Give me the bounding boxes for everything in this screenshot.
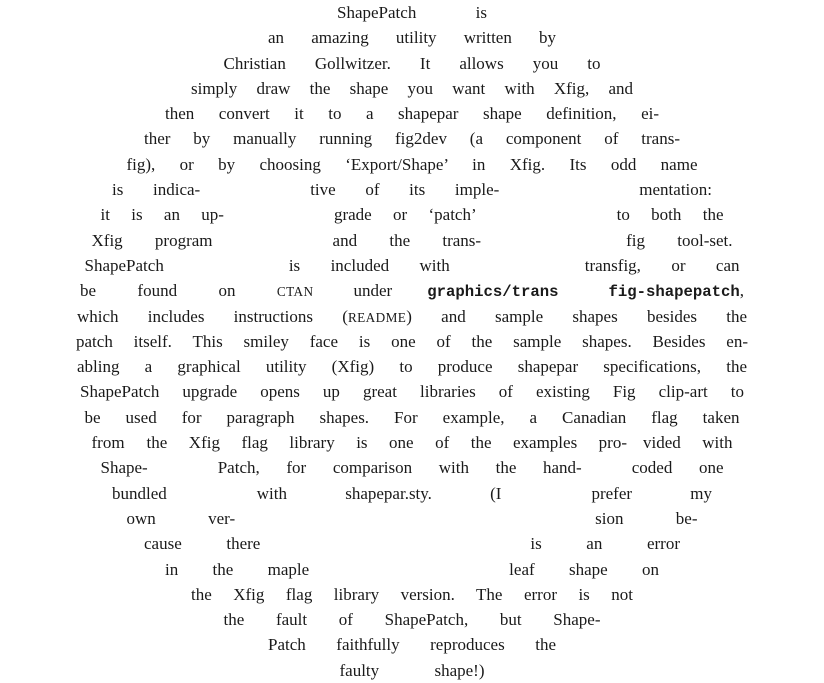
shape-gap <box>224 219 334 220</box>
text-run: mentation: <box>639 180 712 200</box>
text-run: be found on <box>80 281 277 301</box>
shape-gap <box>477 219 617 220</box>
text-line <box>92 430 733 455</box>
shape-gap <box>235 523 595 524</box>
text-run-mono: graphics/trans <box>427 283 559 302</box>
text-run: Patch faithfully reproduces the <box>268 635 556 655</box>
text-run: abling a graphical utility (Xfig) to produce shapepar specifications, the <box>77 357 747 377</box>
text-line <box>92 228 733 253</box>
text-line <box>85 405 740 430</box>
text-run: fig), or by choosing ‘Export/Shape’ in Xfig. Its odd name <box>126 154 698 174</box>
text-run-smallcaps: CTAN <box>276 284 314 300</box>
text-line <box>101 202 724 227</box>
text-run: ) and sample shapes besides the <box>406 306 747 326</box>
text-run: is included with <box>288 255 450 275</box>
text-run: simply draw the shape you want with Xfig, and <box>191 78 633 98</box>
text-line <box>224 607 601 632</box>
text-run: coded one <box>631 458 724 478</box>
text-line <box>224 51 601 76</box>
text-run: the Xfig flag library version. The error is not <box>191 584 633 604</box>
text-line <box>112 177 712 202</box>
shape-gap <box>148 472 218 473</box>
text-line <box>127 152 698 177</box>
text-run: own ver- <box>126 508 236 528</box>
text-line <box>191 76 633 101</box>
shape-gap <box>313 295 353 296</box>
shape-gap <box>167 498 257 499</box>
shape-gap <box>200 194 310 195</box>
text-run: with shapepar.sty. (I <box>256 483 502 503</box>
text-line <box>191 582 633 607</box>
text-run: to both the <box>616 205 724 225</box>
text-run: vided with <box>643 433 733 453</box>
text-run: sion be- <box>595 508 698 528</box>
shape-gap <box>392 295 427 296</box>
text-run: Patch, for comparison with the hand- <box>217 458 582 478</box>
text-line <box>85 253 740 278</box>
text-run: transfig, or can <box>584 255 740 275</box>
shape-gap <box>125 447 147 448</box>
text-run: faulty shape!) <box>339 660 485 680</box>
text-run: patch itself. This smiley face is one of the sample shapes. Besides en- <box>76 331 748 351</box>
text-run: the fault of ShapePatch, but Shape- <box>223 610 601 630</box>
text-run: cause there <box>144 534 261 554</box>
shape-gap <box>499 194 639 195</box>
text-run: in the maple <box>165 559 310 579</box>
text-run: under <box>353 281 393 301</box>
text-run: Shape- <box>100 458 148 478</box>
text-run: leaf shape on <box>509 559 659 579</box>
text-run: tive of its imple- <box>310 180 500 200</box>
text-line <box>165 557 659 582</box>
text-run: , <box>739 281 744 301</box>
text-run: Christian Gollwitzer. It allows you to <box>223 53 601 73</box>
text-run: fig tool-set. <box>626 230 733 250</box>
text-run: be used for paragraph shapes. For example, a Canadian flag taken <box>84 407 740 427</box>
text-run: is indica- <box>112 180 201 200</box>
text-run: Xfig program <box>91 230 213 250</box>
text-line <box>77 354 747 379</box>
text-line <box>80 379 744 404</box>
shape-gap <box>260 548 530 549</box>
text-run-smallcaps: README <box>347 309 407 325</box>
text-line <box>76 329 748 354</box>
text-line <box>268 632 556 657</box>
text-run: an amazing utility written by <box>268 28 556 48</box>
text-line <box>340 658 485 683</box>
text-line <box>112 481 712 506</box>
text-run: it is an up- <box>100 205 224 225</box>
text-run: and the trans- <box>332 230 482 250</box>
text-run: ShapePatch is <box>337 3 487 22</box>
text-run: from <box>91 433 125 453</box>
text-line <box>127 506 698 531</box>
shape-gap <box>501 498 591 499</box>
text-line <box>77 304 747 329</box>
text-line <box>144 126 680 151</box>
text-line <box>165 101 659 126</box>
text-run: which includes instructions ( <box>77 306 348 326</box>
text-line <box>337 0 487 25</box>
text-run: prefer my <box>591 483 712 503</box>
text-run: the Xfig flag library is one of the examples pro- <box>146 433 627 453</box>
text-line <box>268 25 556 50</box>
shape-gap <box>481 245 626 246</box>
text-line <box>101 455 724 480</box>
shape-gap <box>582 472 632 473</box>
text-run: ShapePatch upgrade opens up great libraries of existing Fig clip-art to <box>80 382 744 402</box>
shape-gap <box>164 270 289 271</box>
shape-gap <box>213 245 333 246</box>
text-run: is an error <box>530 534 680 554</box>
text-run: ShapePatch <box>84 255 164 275</box>
shape-gap <box>627 447 643 448</box>
text-run: then convert it to a shapepar shape definition, ei- <box>165 104 659 124</box>
text-run-mono: fig-shapepatch <box>608 283 740 302</box>
text-line <box>144 531 680 556</box>
text-run: bundled <box>112 483 167 503</box>
shape-gap <box>450 270 585 271</box>
shape-gap <box>309 574 509 575</box>
shape-gap <box>558 295 608 296</box>
text-run: ther by manually running fig2dev (a component of trans- <box>144 129 680 149</box>
text-line <box>80 278 744 303</box>
text-run: grade or ‘patch’ <box>333 205 477 225</box>
